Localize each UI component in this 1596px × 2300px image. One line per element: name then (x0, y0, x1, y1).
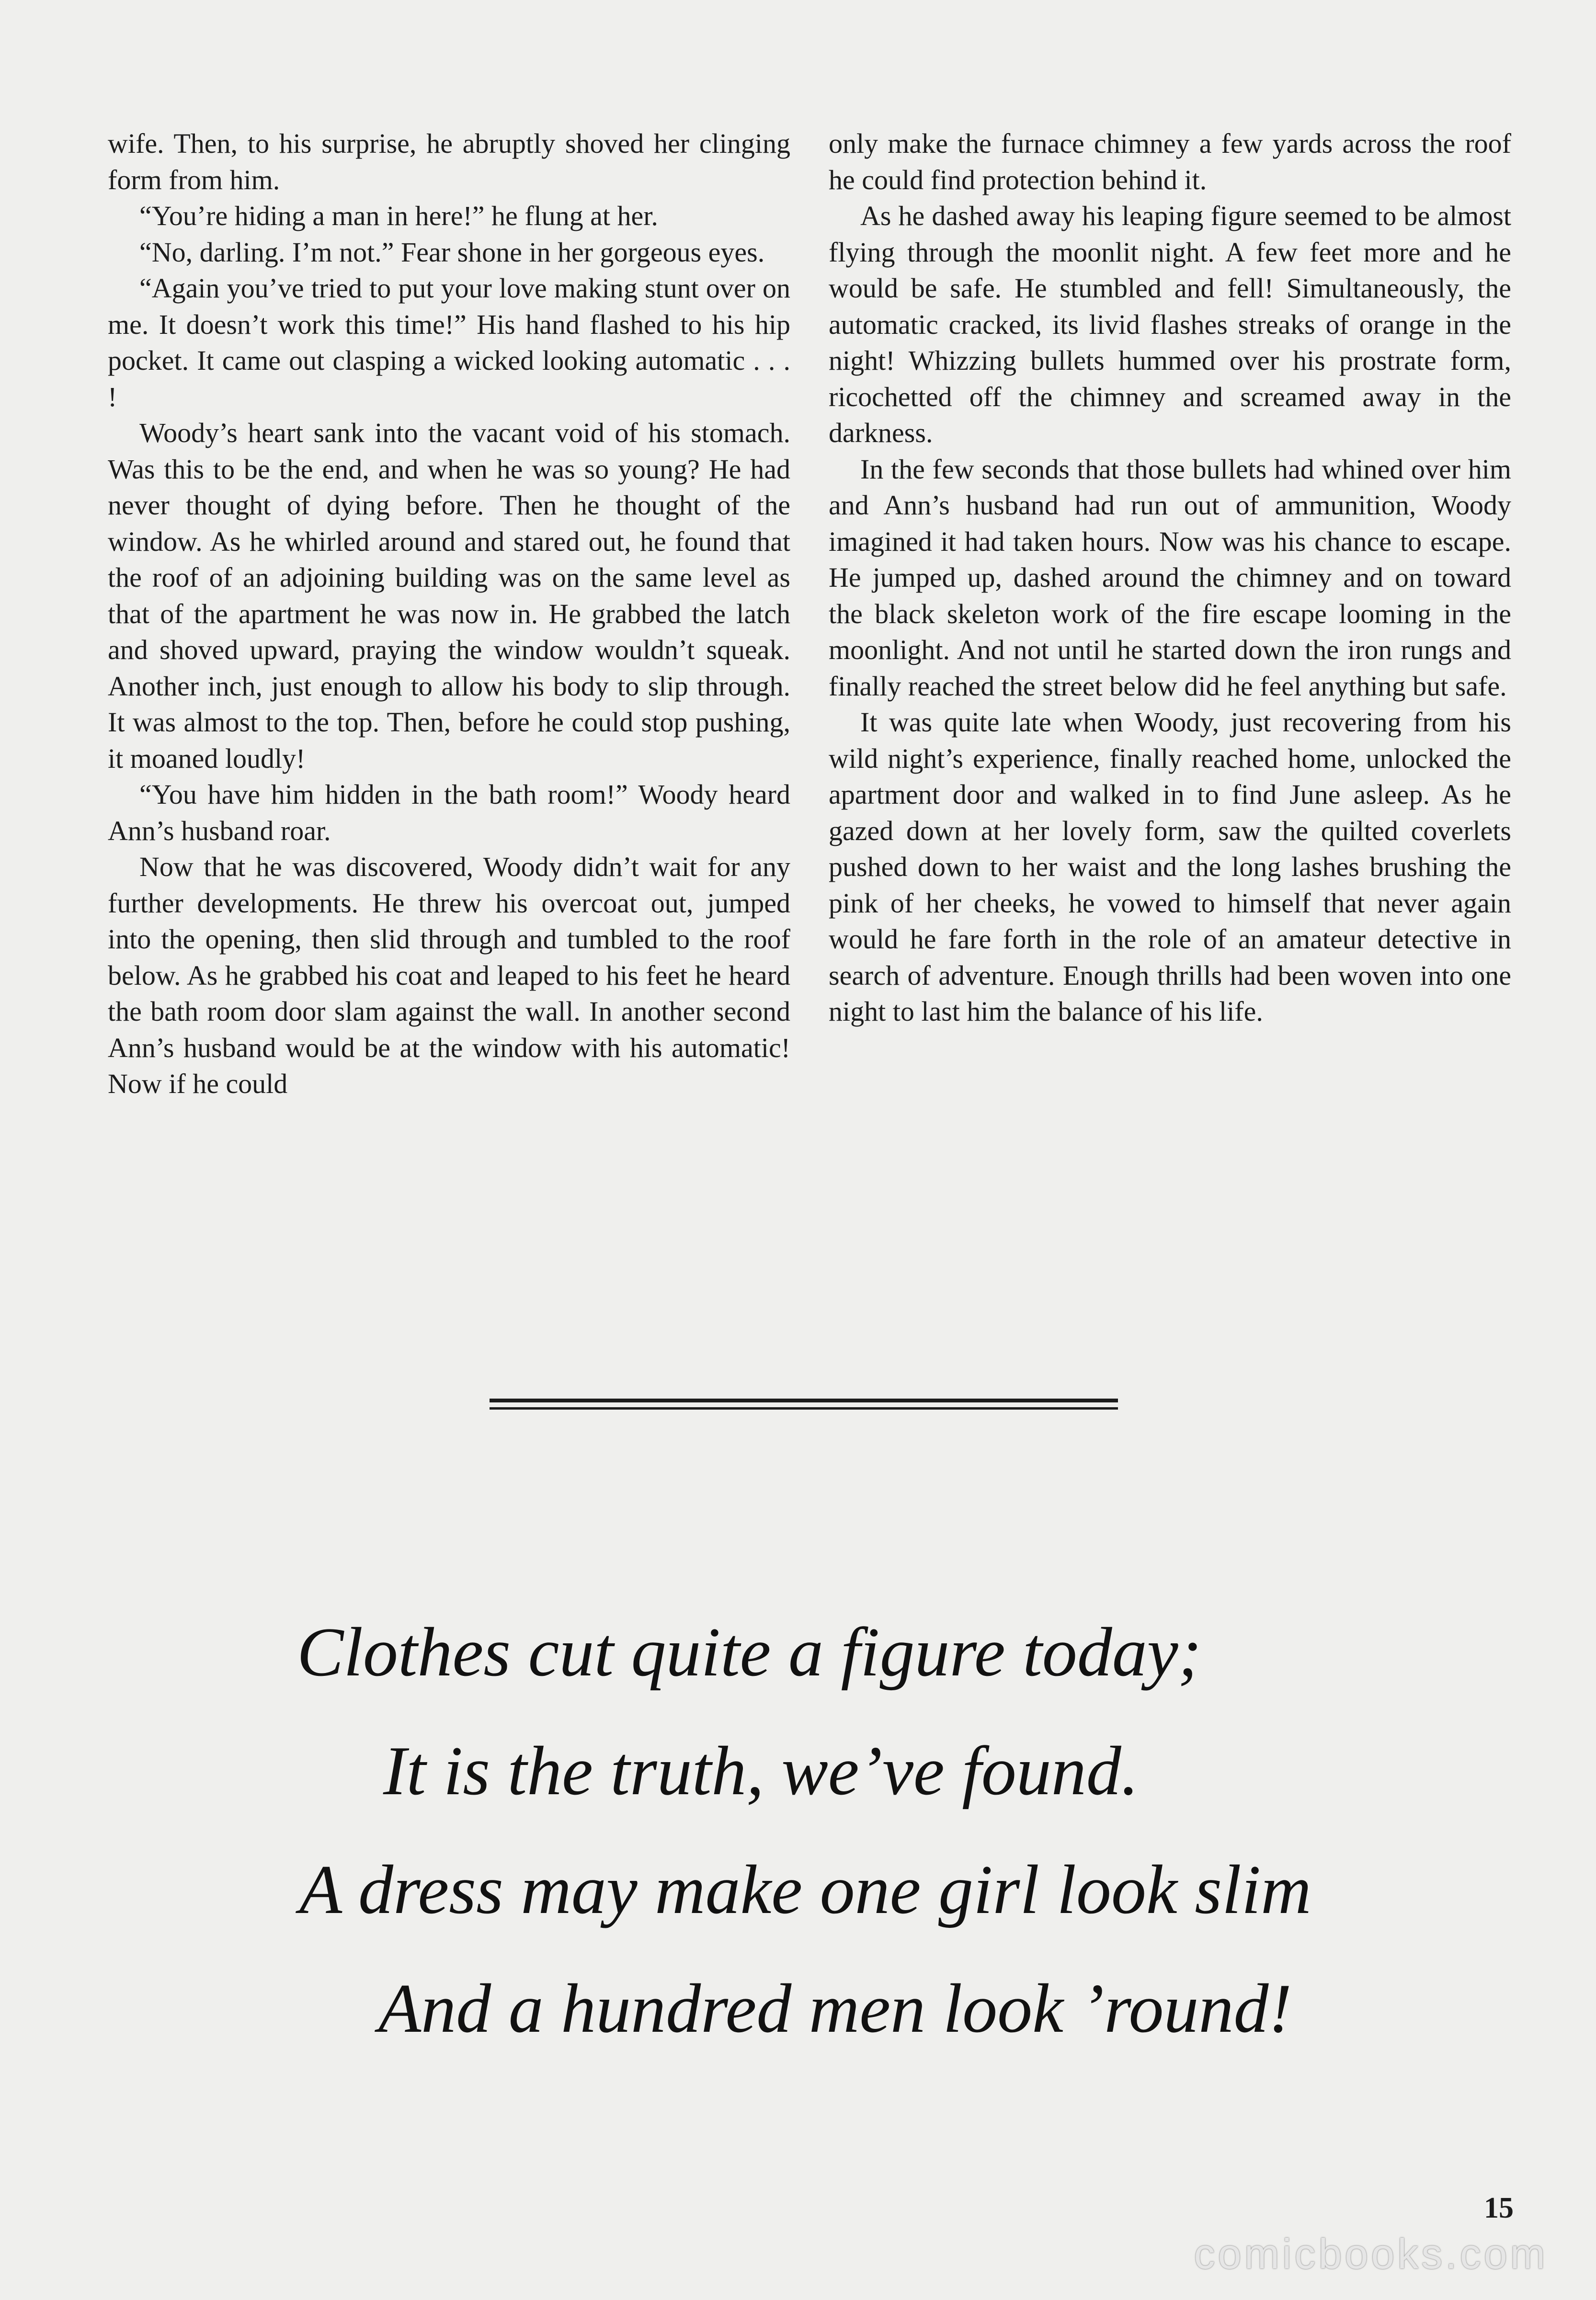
paragraph: In the few seconds that those bullets had whined over him and Ann’s husband had run out of ammunition, Woody imagined it had taken hours. Now was his chance to escape. He jumped up, dashed around the chimney and on toward the black skeleton work of the fire escape looming in the moonlight. And not until he started down the iron rungs and finally reached the street below did he feel anything but safe. (829, 453, 1511, 702)
paragraph: “You have him hidden in the bath room!” Woody heard Ann’s husband roar. (108, 779, 790, 846)
paragraph: Woody’s heart sank into the vacant void of his stomach. Was this to be the end, and when he was so young? He had never thought of dying before. Then he thought of the window. As he whirled around and stared out, he found that the roof of an adjoining building was on the same level as that of the apartment he was now in. He grabbed the latch and shoved upward, praying the window wouldn’t squeak. Another inch, just enough to allow his body to slip through. It was almost to the top. Then, before he could stop pushing, it moaned loudly! (108, 417, 790, 774)
poem-line: Clothes cut quite a figure today; (297, 1613, 1202, 1691)
watermark: comicbooks.com (1194, 2230, 1548, 2277)
paragraph: wife. Then, to his surprise, he abruptly shoved her clinging form from him. (108, 128, 790, 195)
article-left-column (108, 125, 790, 1102)
poem-line: A dress may make one girl look slim (299, 1851, 1311, 1928)
article-right-column (829, 125, 1511, 1030)
paragraph: “Again you’ve tried to put your love making stunt over on me. It doesn’t work this time!” His hand flashed to his hip pocket. It came out clasping a wicked looking automatic . . . ! (108, 273, 790, 412)
page-number: 15 (1484, 2192, 1514, 2224)
paragraph: It was quite late when Woody, just recovering from his wild night’s experience, finally reached home, unlocked the apartment door and walked in to find June asleep. As he gazed down at her lovely form, saw the quilted coverlets pushed down to her waist and the long lashes brushing the pink of her cheeks, he vowed to himself that never again would he fare forth in the role of an amateur detective in search of adventure. Enough thrills had been woven into one night to last him the balance of his life. (829, 706, 1511, 1027)
paragraph: Now that he was discovered, Woody didn’t wait for any further developments. He threw his overcoat out, jumped into the opening, then slid through and tumbled to the roof below. As he grabbed his coat and leaped to his feet he heard the bath room door slam against the wall. In another second Ann’s husband would be at the window with his automatic! Now if he could (108, 851, 790, 1099)
poem-line: And a hundred men look ’round! (378, 1970, 1292, 2047)
paragraph: As he dashed away his leaping figure seemed to be almost flying through the moonlit night. A few feet more and he would be safe. He stumbled and fell! Simultaneously, the automatic cracked, its livid flashes streaks of orange in the night! Whizzing bullets hummed over his prostrate form, ricochetted off the chimney and screamed away in the darkness. (829, 200, 1511, 448)
paragraph: “You’re hiding a man in here!” he flung at her. (139, 200, 658, 231)
section-divider (490, 1399, 1118, 1413)
poem-line: It is the truth, we’ve found. (383, 1732, 1139, 1810)
paragraph: only make the furnace chimney a few yards across the roof he could find protection behind it. (829, 128, 1511, 195)
paragraph: “No, darling. I’m not.” Fear shone in her gorgeous eyes. (139, 236, 765, 268)
divider-line-thick (490, 1399, 1118, 1402)
divider-line-thin (490, 1407, 1118, 1410)
